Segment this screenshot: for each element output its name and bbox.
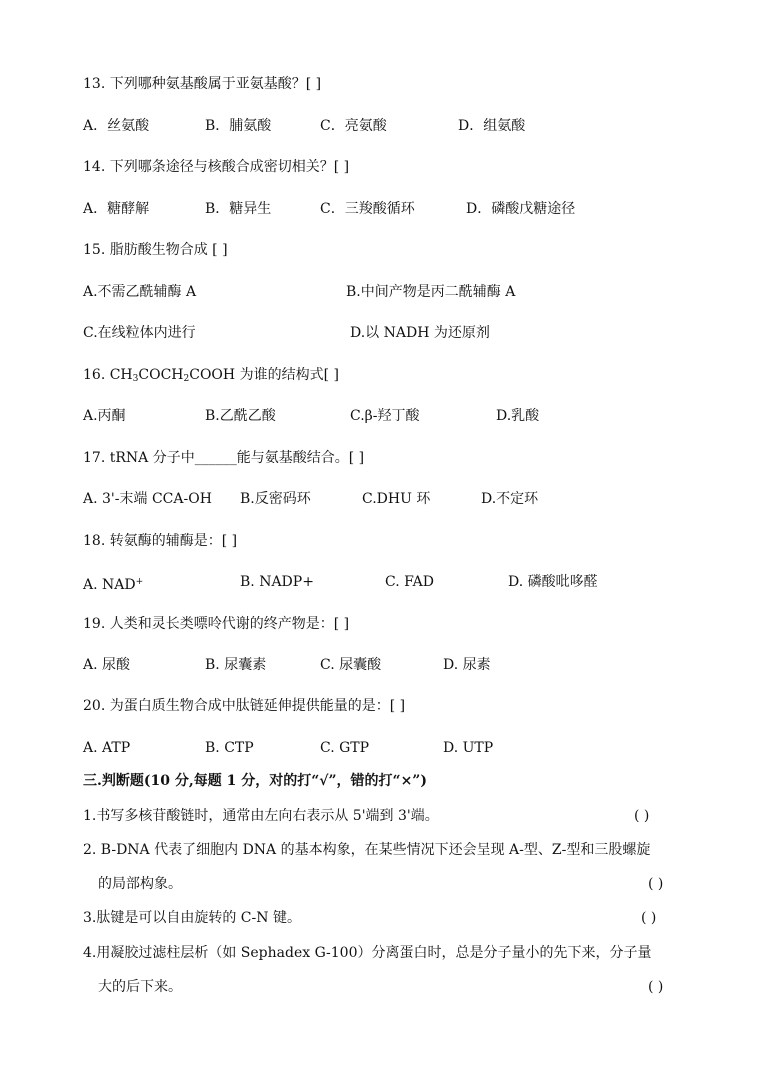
question-number: 15. [83, 242, 106, 258]
option-d: D.乳酸 [496, 408, 540, 424]
chemical-formula [110, 367, 235, 383]
true-false-item-4: 4.用凝胶过滤柱层析（如 Sephadex G-100）分离蛋白时，总是分子量小的先下来，分子量 [83, 945, 652, 961]
option-d: D．组氨酸 [458, 118, 526, 134]
option-c: C．三羧酸循环 [320, 201, 415, 217]
question-17 [83, 448, 364, 468]
option-a-text: A. NAD [83, 577, 136, 593]
true-false-item-1: 1.书写多核苷酸链时，通常由左向右表示从 5'端到 3'端。 [83, 808, 439, 824]
option-b: B.中间产物是丙二酰辅酶 A [346, 284, 516, 300]
question-18 [83, 531, 237, 551]
formula-part: COCH [138, 367, 184, 383]
option-a: A. 3'-末端 CCA-OH [83, 491, 212, 507]
option-c: C.DHU 环 [362, 491, 431, 507]
option-a: A. 尿酸 [83, 657, 131, 673]
option-c: C．亮氨酸 [320, 118, 387, 134]
question-text: 为蛋白质生物合成中肽链延伸提供能量的是：[ ] [109, 698, 406, 714]
true-false-item-3: 3.肽键是可以自由旋转的 C-N 键。 [83, 910, 301, 926]
question-number: 16. [83, 367, 106, 383]
formula-part: COOH [189, 367, 236, 383]
answer-bracket[interactable]: ( ) [634, 808, 650, 824]
question-text: 转氨酶的辅酶是：[ ] [109, 533, 238, 549]
option-c: C. FAD [385, 574, 434, 590]
option-b: B．糖异生 [205, 201, 272, 217]
question-20 [83, 696, 405, 716]
question-15 [83, 240, 228, 260]
question-number: 20. [83, 698, 106, 714]
option-a-superscript: + [135, 577, 144, 587]
question-number: 17. [83, 450, 106, 466]
option-d: D.不定环 [481, 491, 539, 507]
section-heading: 三.判断题(10 分,每题 1 分，对的打“√”，错的打“×”) [83, 773, 427, 789]
option-d: D. 尿素 [443, 657, 491, 673]
option-b: B. NADP+ [240, 574, 314, 590]
option-b: B. 尿囊素 [205, 657, 267, 673]
option-d: D．磷酸戊糖途径 [466, 201, 576, 217]
question-text: 人类和灵长类嘌呤代谢的终产物是：[ ] [109, 616, 350, 632]
question-number: 19. [83, 616, 106, 632]
option-b: B.乙酰乙酸 [205, 408, 276, 424]
answer-bracket[interactable]: ( ) [648, 876, 664, 892]
true-false-item-2: 2. B-DNA 代表了细胞内 DNA 的基本构象，在某些情况下还会呈现 A-型、Z-型和三股螺旋 [83, 842, 651, 858]
question-19 [83, 614, 349, 634]
option-a: A．丝氨酸 [83, 118, 150, 134]
question-text: tRNA 分子中______能与氨基酸结合。[ ] [109, 450, 365, 466]
question-13 [83, 74, 321, 94]
option-a: A.丙酮 [83, 408, 126, 424]
formula-subscript: 2 [183, 374, 190, 384]
answer-bracket[interactable]: ( ) [648, 979, 664, 995]
formula-subscript: 3 [132, 374, 139, 384]
question-text: 下列哪条途径与核酸合成密切相关？[ ] [109, 159, 350, 175]
question-number: 14. [83, 159, 106, 175]
question-text: 脂肪酸生物合成 [ ] [109, 242, 228, 258]
option-d: D. UTP [443, 740, 494, 756]
option-d: D.以 NADH 为还原剂 [350, 325, 490, 341]
option-c: C. 尿囊酸 [320, 657, 382, 673]
option-b: B. CTP [205, 740, 254, 756]
option-c: C. GTP [320, 740, 370, 756]
question-text: 下列哪种氨基酸属于亚氨基酸？[ ] [109, 76, 322, 92]
question-text: 为谁的结构式[ ] [239, 367, 339, 383]
option-a: A.不需乙酰辅酶 A [83, 284, 197, 300]
option-d: D. 磷酸吡哆醛 [508, 574, 598, 590]
question-number: 18. [83, 533, 106, 549]
option-b: B.反密码环 [240, 491, 311, 507]
true-false-item-2-cont: 的局部构象。 [98, 876, 182, 892]
option-a: A．糖酵解 [83, 201, 150, 217]
option-b: B．脯氨酸 [205, 118, 272, 134]
answer-bracket[interactable]: ( ) [641, 910, 657, 926]
question-16 [83, 365, 339, 389]
question-14 [83, 157, 349, 177]
option-c: C.在线粒体内进行 [83, 325, 196, 341]
option-c: C.β-羟丁酸 [350, 408, 420, 424]
option-a [83, 572, 143, 595]
formula-part: CH [109, 367, 133, 383]
option-a: A. ATP [83, 740, 131, 756]
true-false-item-4-cont: 大的后下来。 [98, 979, 182, 995]
question-number: 13. [83, 76, 106, 92]
